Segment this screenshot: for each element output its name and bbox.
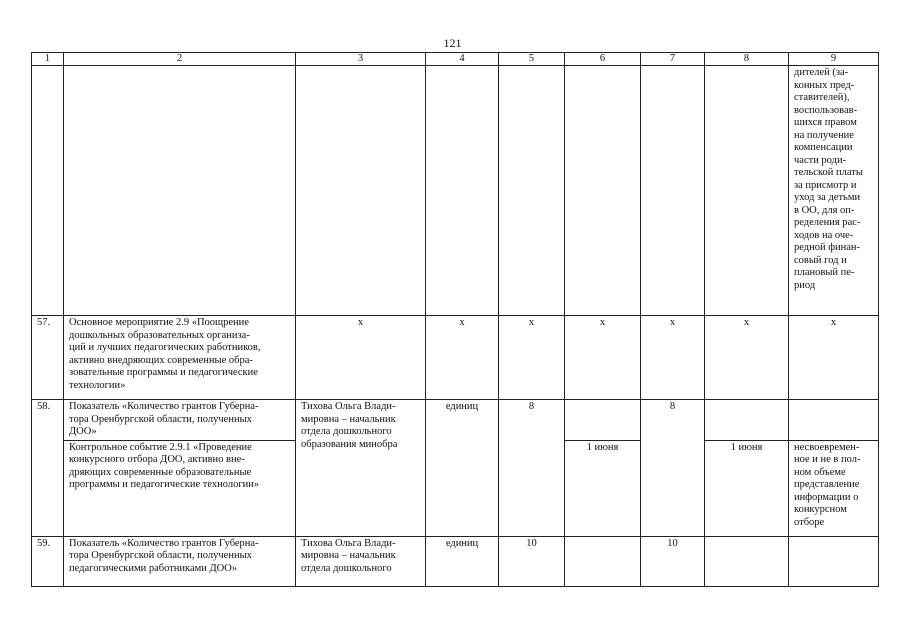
- column-header-2: 2: [64, 53, 296, 66]
- event-name: [64, 440, 296, 536]
- responsible-person: [296, 536, 426, 586]
- row-number: 59.: [32, 536, 64, 586]
- cell-col6: [565, 536, 641, 586]
- row-number: 58.: [32, 400, 64, 537]
- indicator-name-text: Показатель «Количество грантов Губерна- тора Оренбургской области, полученных педагогическими работниками ДОО»: [69, 537, 259, 574]
- continuation-text: дителей (за- конных пред- ставителей), воспользовав- шихся правом на получение компенсации части роди- тельской платы за присмотр и уход за детьми в ОО, для оп- ределения рас- ходов на оче- редной финан- совый год и плановый пе- риод: [794, 67, 863, 291]
- cell-col8: [705, 536, 789, 586]
- responsible-person: [296, 400, 426, 537]
- indicator-name: [64, 536, 296, 586]
- responsible-person-text: Тихова Ольга Влади- мировна – начальник отдела дошкольного образования минобра: [301, 401, 398, 450]
- event-risk: [789, 440, 879, 536]
- column-header-4: 4: [426, 53, 499, 66]
- cell-col8: [705, 400, 789, 441]
- cell-col4: х: [426, 316, 499, 400]
- page-number: 121: [443, 36, 462, 50]
- column-header-9: 9: [789, 53, 879, 66]
- cell-col8: х: [705, 316, 789, 400]
- continuation-cell-2: [64, 66, 296, 316]
- cell-col5: х: [499, 316, 565, 400]
- cell-col5: 8: [499, 400, 565, 537]
- continuation-cell-9: [789, 66, 879, 316]
- cell-col9: х: [789, 316, 879, 400]
- continuation-cell-4: [426, 66, 499, 316]
- event-name-text: Контрольное событие 2.9.1 «Проведение конкурсного отбора ДОО, активно вне- дряющих современные образовательные программы и педагогические технологии»: [69, 441, 260, 490]
- continuation-cell-3: [296, 66, 426, 316]
- indicator-name-text: Показатель «Количество грантов Губерна- тора Оренбургской области, полученных ДОО»: [69, 401, 259, 437]
- responsible-person-text: Тихова Ольга Влади- мировна – начальник отдела дошкольного: [301, 537, 396, 574]
- continuation-cell-8: [705, 66, 789, 316]
- cell-col5: 10: [499, 536, 565, 586]
- column-header-8: 8: [705, 53, 789, 66]
- unit-cell: единиц: [426, 536, 499, 586]
- cell-col6: х: [565, 316, 641, 400]
- activity-name: [64, 316, 296, 400]
- continuation-cell-6: [565, 66, 641, 316]
- cell-col3: х: [296, 316, 426, 400]
- cell-col7: 10: [641, 536, 705, 586]
- document-table: [31, 52, 879, 587]
- column-number-row: [32, 53, 879, 66]
- table-row-59: [32, 536, 879, 586]
- event-date-col6: 1 июня: [565, 440, 641, 536]
- row-number: 57.: [32, 316, 64, 400]
- column-header-1: 1: [32, 53, 64, 66]
- column-header-7: 7: [641, 53, 705, 66]
- cell-col7: х: [641, 316, 705, 400]
- unit-cell: единиц: [426, 400, 499, 537]
- indicator-name: [64, 400, 296, 441]
- event-risk-text: несвоевремен- ное и не в пол- ном объеме представление информации о конкурсном отборе: [794, 441, 861, 528]
- continuation-cell-1: [32, 66, 64, 316]
- continuation-row: [32, 66, 879, 316]
- cell-col7: 8: [641, 400, 705, 537]
- continuation-cell-5: [499, 66, 565, 316]
- cell-col9: [789, 400, 879, 441]
- event-date-col8: 1 июня: [705, 440, 789, 536]
- column-header-5: 5: [499, 53, 565, 66]
- table-row-58: [32, 400, 879, 441]
- cell-col9: [789, 536, 879, 586]
- activity-name-text: Основное мероприятие 2.9 «Поощрение дошкольных образовательных организа- ций и лучших педагогических работников, активно внедряющих современные обра- зовательные программы и педагогические технологии»: [69, 317, 261, 391]
- table-row-57: [32, 316, 879, 400]
- continuation-cell-7: [641, 66, 705, 316]
- column-header-6: 6: [565, 53, 641, 66]
- cell-col6: [565, 400, 641, 441]
- column-header-3: 3: [296, 53, 426, 66]
